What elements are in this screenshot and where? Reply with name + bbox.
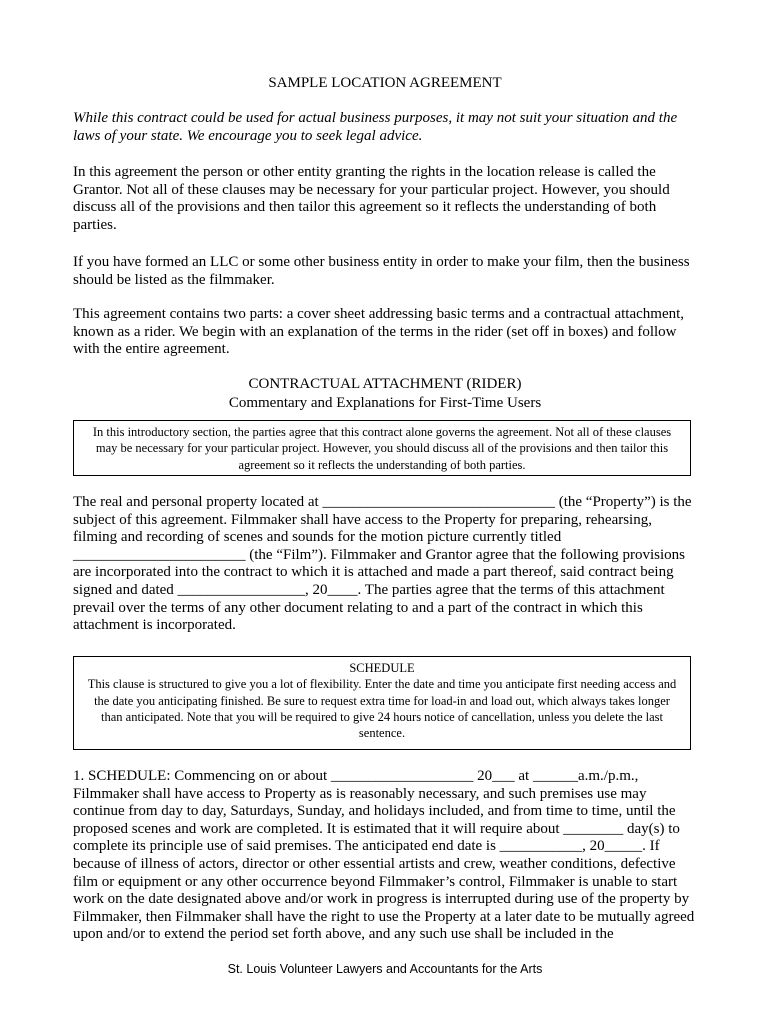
intro-paragraph-grantor: In this agreement the person or other entity granting the rights in the location release is called the Grantor. Not all of these clauses may be necessary for your particular project. However, you should discuss all of the provisions and then tailor this agreement so it reflects the understanding of both parties. <box>73 164 670 233</box>
property-clause: The real and personal property located at _______________________________ (the “Property”) is the subject of this agreement. Filmmaker shall have access to the Property for preparing, rehearsing, filming and recording of scenes and sounds for the motion picture currently titled _______________________ (the “Film”). Filmmaker and Grantor agree that the following provisions are incorporated into the contract to which it is attached and made a part thereof, said contract being signed and dated _________________, 20____. The parties agree that the terms of this attachment prevail over the terms of any other document relating to and a part of the contract in which this attachment is incorporated. <box>73 494 692 634</box>
intro-commentary-box <box>73 420 691 476</box>
schedule-box-text: This clause is structured to give you a lot of flexibility. Enter the date and time you anticipate first needing access and the date you anticipating finished. Be sure to request extra time for load-in and load out, which always takes longer than anticipated. Note that you will be required to give 24 hours notice of cancellation, unless you delete the last sentence. <box>87 677 677 741</box>
intro-commentary-text: In this introductory section, the parties agree that this contract alone governs the agreement. Not all of these clauses may be necessary for your particular project. However, you should discuss all of the provisions and then tailor this agreement so it reflects the understanding of both parties. <box>92 425 672 472</box>
schedule-box-heading: SCHEDULE <box>349 661 415 675</box>
intro-paragraph-two-parts: This agreement contains two parts: a cover sheet addressing basic terms and a contractual attachment, known as a rider. We begin with an explanation of the terms in the rider (set off in boxes) and follow with the entire agreement. <box>73 306 685 358</box>
intro-paragraph-llc: If you have formed an LLC or some other business entity in order to make your film, then the business should be listed as the filmmaker. <box>73 254 690 288</box>
section-subheading: Commentary and Explanations for First-Time Users <box>228 395 542 411</box>
footer: St. Louis Volunteer Lawyers and Accountants for the Arts <box>227 962 543 976</box>
schedule-clause: 1. SCHEDULE: Commencing on or about ___________________ 20___ at ______a.m./p.m., Filmmaker shall have access to Property as is reasonably necessary, and such premises use may continue from day to day, Saturdays, Sunday, and holidays included, and from time to time, until the proposed scenes and work are completed. It is estimated that it will require about ________ day(s) to complete its principle use of said premises. The anticipated end date is ___________, 20_____. If because of illness of actors, director or other essential artists and crew, weather conditions, defective film or equipment or any other occurrence beyond Filmmaker’s control, Filmmaker is unable to start work on the date designated above and/or work in progress is interrupted during use of the property by Filmmaker, then Filmmaker shall have the right to use the Property at a later date to be mutually agreed upon and/or to extend the period set forth above, and any such use shall be included in the <box>73 768 695 943</box>
document-title: SAMPLE LOCATION AGREEMENT <box>268 75 502 91</box>
section-heading: CONTRACTUAL ATTACHMENT (RIDER) <box>248 376 522 392</box>
schedule-commentary-box <box>73 656 691 750</box>
legal-disclaimer: While this contract could be used for actual business purposes, it may not suit your situation and the laws of your state. We encourage you to seek legal advice. <box>73 110 678 144</box>
